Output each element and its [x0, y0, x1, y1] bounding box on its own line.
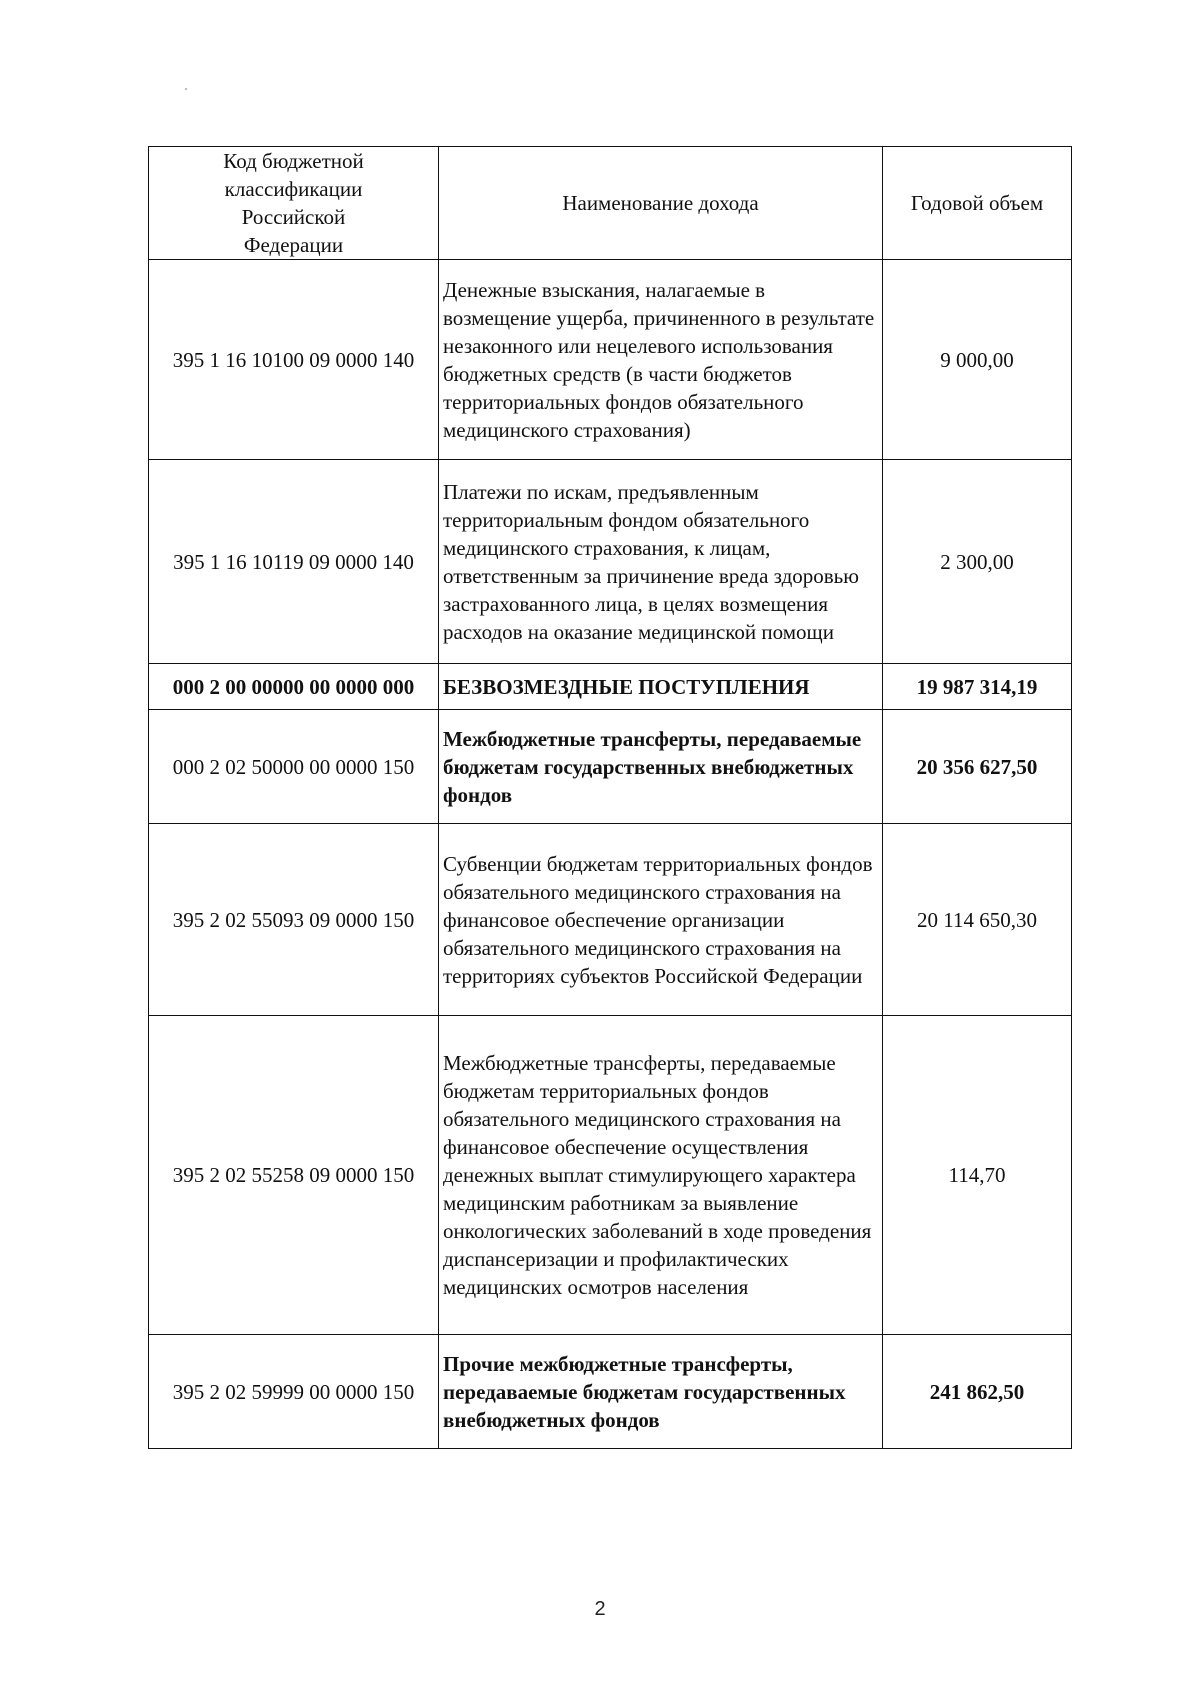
row-amount: 20 114 650,30	[883, 824, 1072, 1016]
row-code: 000 2 02 50000 00 0000 150	[149, 710, 439, 824]
header-name: Наименование дохода	[439, 147, 883, 260]
row-code: 395 2 02 55093 09 0000 150	[149, 824, 439, 1016]
table-row	[149, 1335, 1072, 1449]
table-header-row	[149, 147, 1072, 260]
table-row	[149, 824, 1072, 1016]
table-row	[149, 460, 1072, 664]
row-code: 000 2 00 00000 00 0000 000	[149, 664, 439, 710]
row-amount: 2 300,00	[883, 460, 1072, 664]
table-row	[149, 1016, 1072, 1335]
page-number: 2	[594, 1598, 606, 1620]
header-amount: Годовой объем	[883, 147, 1072, 260]
row-name: Денежные взыскания, налагаемые в возмещение ущерба, причиненного в результате незаконного или нецелевого использования бюджетных средств (в части бюджетов территориальных фондов обязательного медицинского страхования)	[439, 260, 883, 460]
header-code: Код бюджетной классификации Российской Федерации	[149, 147, 439, 260]
table-row-total	[149, 664, 1072, 710]
row-name: Платежи по искам, предъявленным территориальным фондом обязательного медицинского страхования, к лицам, ответственным за причинение вреда здоровью застрахованного лица, в целях возмещения расходов на оказание медицинской помощи	[439, 460, 883, 664]
row-amount: 9 000,00	[883, 260, 1072, 460]
row-code: 395 2 02 59999 00 0000 150	[149, 1335, 439, 1449]
row-name: Субвенции бюджетам территориальных фондов обязательного медицинского страхования на финансовое обеспечение организации обязательного медицинского страхования на территориях субъектов Российской Федерации	[439, 824, 883, 1016]
row-code: 395 2 02 55258 09 0000 150	[149, 1016, 439, 1335]
row-name: БЕЗВОЗМЕЗДНЫЕ ПОСТУПЛЕНИЯ	[439, 664, 883, 710]
scan-dot	[185, 88, 187, 90]
row-name: Прочие межбюджетные трансферты, передаваемые бюджетам государственных внебюджетных фондов	[439, 1335, 883, 1449]
table-row	[149, 710, 1072, 824]
row-amount: 20 356 627,50	[883, 710, 1072, 824]
row-name: Межбюджетные трансферты, передаваемые бюджетам государственных внебюджетных фондов	[439, 710, 883, 824]
row-amount: 114,70	[883, 1016, 1072, 1335]
table-row	[149, 260, 1072, 460]
row-code: 395 1 16 10100 09 0000 140	[149, 260, 439, 460]
row-code: 395 1 16 10119 09 0000 140	[149, 460, 439, 664]
row-name: Межбюджетные трансферты, передаваемые бюджетам территориальных фондов обязательного медицинского страхования на финансовое обеспечение осуществления денежных выплат стимулирующего характера медицинским работникам за выявление онкологических заболеваний в ходе проведения диспансеризации и профилактических медицинских осмотров населения	[439, 1016, 883, 1335]
row-amount: 19 987 314,19	[883, 664, 1072, 710]
budget-income-table	[148, 146, 1072, 1449]
row-amount: 241 862,50	[883, 1335, 1072, 1449]
